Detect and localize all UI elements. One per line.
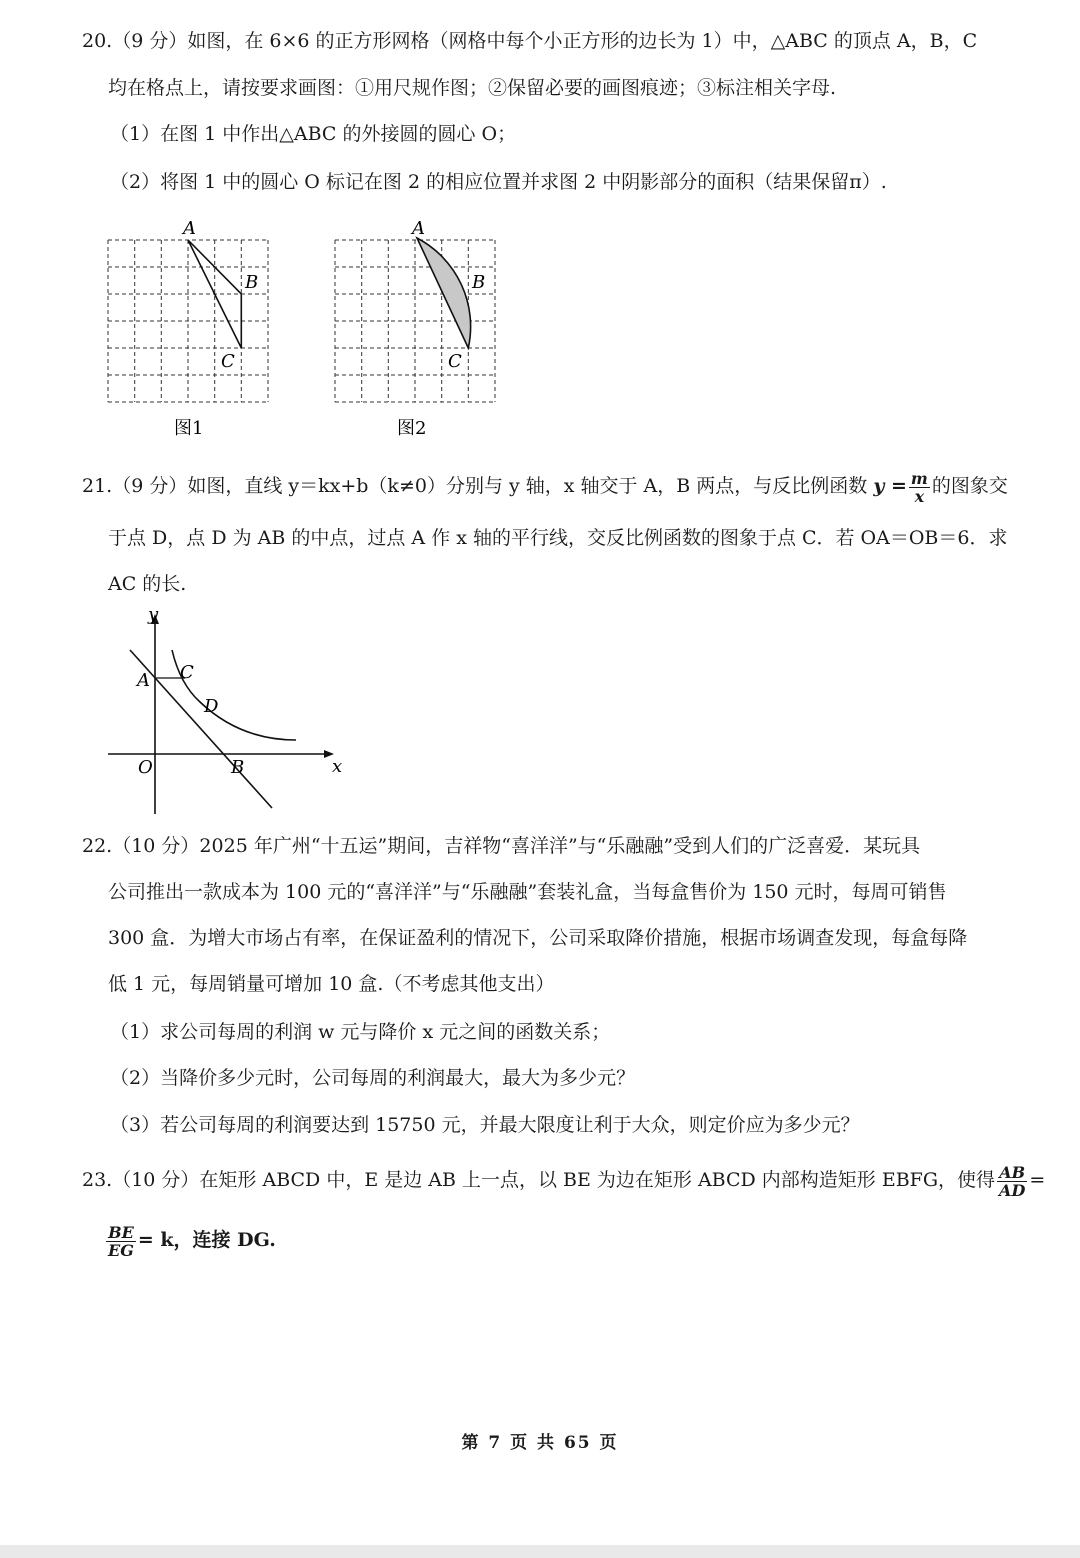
q21-line2: 于点 D，点 D 为 AB 的中点，过点 A 作 x 轴的平行线，交反比例函数的图象于点 C．若 OA＝OB＝6．求: [108, 527, 1008, 549]
q23-frac2-den: EG: [108, 1240, 134, 1260]
q21-label-c: C: [180, 662, 194, 683]
bottom-edge-bar: [0, 1545, 1080, 1558]
q23-fraction-ab-ad: [997, 1164, 1027, 1199]
q22-line1: 22.（10 分）2025 年广州“十五运”期间，吉祥物“喜洋洋”与“乐融融”受到人们的广泛喜爱．某玩具: [82, 835, 921, 857]
q20-line2: 均在格点上，请按要求画图：①用尺规作图；②保留必要的画图痕迹；③标注相关字母.: [108, 77, 837, 99]
q23-line2: [106, 1222, 276, 1259]
fig2-shaded-region: [417, 238, 471, 348]
fig1-grid: [108, 240, 268, 402]
q21-line-ab: [130, 650, 272, 808]
q21-axis-x-label: x: [332, 756, 343, 777]
page-footer: 第 7 页 共 65 页: [461, 1433, 619, 1453]
q21-label-d: D: [204, 696, 219, 717]
q21-line1-pre: 21.（9 分）如图，直线 y＝kx+b（k≠0）分别与 y 轴，x 轴交于 A，B 两点，与反比例函数: [82, 475, 868, 497]
q20-sub2: （2）将图 1 中的圆心 O 标记在图 2 的相应位置并求图 2 中阴影部分的面积（结果保留π）.: [110, 171, 887, 193]
q21-graph: [100, 602, 360, 822]
q23-line2-post: = k，连接 DG.: [137, 1229, 276, 1251]
fig2-caption: 图2: [397, 418, 427, 439]
fig1-label-b: B: [245, 272, 259, 293]
fig1-caption: 图1: [174, 418, 204, 439]
q21-axis-y-label: y: [148, 604, 159, 625]
q23-frac2-num: BE: [106, 1224, 136, 1242]
q21-line3: AC 的长.: [108, 573, 187, 595]
q21-func-den: x: [914, 486, 925, 506]
fig1-label-c: C: [221, 351, 235, 372]
q20-figure-2: [327, 212, 507, 444]
q20-figure-1: [100, 212, 280, 444]
q21-label-o: O: [138, 757, 153, 778]
q21-func-y: y =: [873, 475, 907, 497]
q20-line1: 20.（9 分）如图，在 6×6 的正方形网格（网格中每个小正方形的边长为 1）中，△ABC 的顶点 A，B，C: [82, 30, 978, 52]
fig1-label-a: A: [183, 218, 196, 239]
q21-label-b: B: [231, 757, 245, 778]
q22-sub1: （1）求公司每周的利润 w 元与降价 x 元之间的函数关系；: [110, 1021, 611, 1043]
q23-line1-pre: 23.（10 分）在矩形 ABCD 中，E 是边 AB 上一点，以 BE 为边在矩形 ABCD 内部构造矩形 EBFG，使得: [82, 1169, 996, 1191]
q22-sub3: （3）若公司每周的利润要达到 15750 元，并最大限度让利于大众，则定价应为多少元？: [110, 1114, 860, 1136]
q23-frac1-den: AD: [999, 1180, 1026, 1200]
q20-sub1: （1）在图 1 中作出△ABC 的外接圆的圆心 O；: [110, 123, 517, 145]
q21-line1: [82, 468, 1008, 505]
q22-line2: 公司推出一款成本为 100 元的“喜洋洋”与“乐融融”套装礼盒，当每盒售价为 150 元时，每周可销售: [108, 881, 947, 903]
q23-fraction-be-eg: [106, 1224, 136, 1259]
q22-line3: 300 盒．为增大市场占有率，在保证盈利的情况下，公司采取降价措施，根据市场调查发现，每盒每降: [108, 927, 968, 949]
q21-line1-post: 的图象交: [931, 475, 1008, 497]
fig2-label-c: C: [448, 351, 462, 372]
fig2-label-b: B: [472, 272, 486, 293]
q21-func-num: m: [910, 468, 928, 488]
q23-frac1-num: AB: [997, 1164, 1027, 1182]
q22-line4: 低 1 元，每周销量可增加 10 盒.（不考虑其他支出）: [108, 973, 555, 995]
q23-eq: =: [1029, 1169, 1046, 1191]
fig2-label-a: A: [412, 218, 425, 239]
q21-func-fraction: [909, 470, 930, 505]
q21-label-a: A: [137, 670, 150, 691]
q22-sub2: （2）当降价多少元时，公司每周的利润最大，最大为多少元？: [110, 1067, 636, 1089]
q23-line1: [82, 1162, 1045, 1199]
